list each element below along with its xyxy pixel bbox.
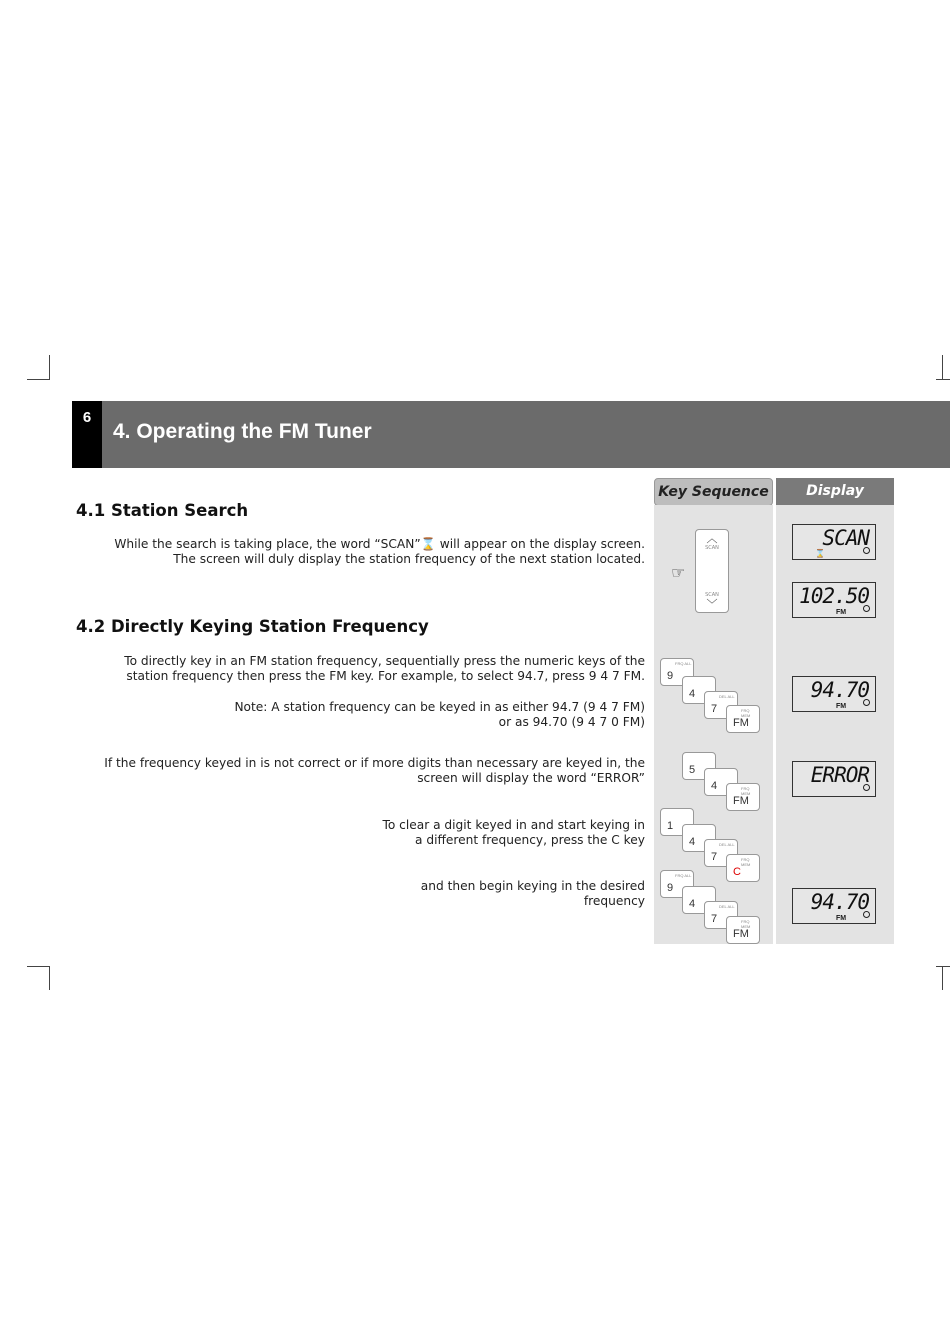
key-4[interactable]: 4: [682, 824, 716, 852]
lcd-display-error: [792, 761, 876, 797]
power-icon: [863, 605, 870, 612]
scan-up-label: SCAN: [705, 545, 719, 551]
paragraph-line: The screen will duly display the station frequency of the next station located.: [173, 552, 645, 566]
paragraph-line: a different frequency, press the C key: [415, 833, 645, 847]
key-4[interactable]: 4: [682, 676, 716, 704]
paragraph-line: While the search is taking place, the word “SCAN”⌛ will appear on the display screen.: [114, 537, 645, 551]
display-text: SCAN: [822, 526, 869, 550]
column-header-key-sequence: Key Sequence: [654, 478, 773, 506]
key-9[interactable]: FRQ ALL 9: [660, 658, 694, 686]
band-label: FM: [836, 609, 847, 616]
paragraph-line: To directly key in an FM station frequency, sequentially press the numeric keys of the: [124, 654, 645, 668]
paragraph-line: frequency: [583, 894, 645, 908]
crop-mark: [942, 355, 943, 379]
power-icon: [863, 699, 870, 706]
page-number: 6: [72, 401, 102, 468]
hand-press-icon: ☞: [671, 563, 686, 582]
scan-rocker-key[interactable]: [695, 529, 729, 613]
crop-mark: [49, 966, 50, 990]
paragraph-line: screen will display the word “ERROR”: [417, 771, 645, 785]
section-heading: 4.1 Station Search: [76, 501, 249, 520]
key-7[interactable]: DEL ALL 7: [704, 691, 738, 719]
key-fm[interactable]: FRQ MEM FM: [726, 783, 760, 811]
band-label: FM: [836, 915, 847, 922]
key-7[interactable]: DEL ALL 7: [704, 839, 738, 867]
paragraph-line: and then begin keying in the desired: [420, 879, 645, 893]
chevron-up-icon: ︿: [706, 532, 718, 545]
key-5[interactable]: 5: [682, 752, 716, 780]
power-icon: [863, 547, 870, 554]
power-icon: [863, 784, 870, 791]
lcd-display-frequency: [792, 582, 876, 618]
paragraph-line: or as 94.70 (9 4 7 0 FM): [498, 715, 645, 729]
lcd-display-frequency: [792, 676, 876, 712]
lcd-display-scan: [792, 524, 876, 560]
paragraph-line: Note: A station frequency can be keyed in as either 94.7 (9 4 7 FM): [234, 700, 645, 714]
key-7[interactable]: DEL ALL 7: [704, 901, 738, 929]
display-text: ERROR: [810, 763, 869, 787]
paragraph-line: To clear a digit keyed in and start keying in: [382, 818, 645, 832]
crop-mark: [27, 379, 50, 380]
key-4[interactable]: 4: [704, 768, 738, 796]
chevron-down-icon: ﹀: [706, 598, 718, 611]
key-c[interactable]: FRQ MEM C: [726, 854, 760, 882]
chapter-title: 4. Operating the FM Tuner: [113, 420, 372, 443]
paragraph-line: station frequency then press the FM key. For example, to select 94.7, press 9 4 7 FM.: [126, 669, 645, 683]
band-label: FM: [836, 703, 847, 710]
power-icon: [863, 911, 870, 918]
key-fm[interactable]: FRQ MEM FM: [726, 916, 760, 944]
crop-mark: [936, 379, 950, 380]
key-1[interactable]: 1: [660, 808, 694, 836]
hourglass-icon: ⌛: [815, 549, 825, 558]
display-text: 94.70: [810, 678, 869, 702]
paragraph-line: If the frequency keyed in is not correct or if more digits than necessary are keyed in, the: [104, 756, 645, 770]
key-9[interactable]: FRQ ALL 9: [660, 870, 694, 898]
column-header-display: Display: [776, 478, 894, 505]
key-4[interactable]: 4: [682, 886, 716, 914]
display-column: [776, 505, 894, 944]
display-text: 94.70: [810, 890, 869, 914]
lcd-display-frequency: [792, 888, 876, 924]
crop-mark: [27, 966, 50, 967]
section-heading: 4.2 Directly Keying Station Frequency: [76, 617, 429, 636]
display-text: 102.50: [799, 584, 869, 608]
scan-down-label: SCAN: [705, 592, 719, 598]
crop-mark: [49, 355, 50, 379]
crop-mark: [936, 966, 950, 967]
key-fm[interactable]: FRQ MEM FM: [726, 705, 760, 733]
crop-mark: [942, 966, 943, 990]
